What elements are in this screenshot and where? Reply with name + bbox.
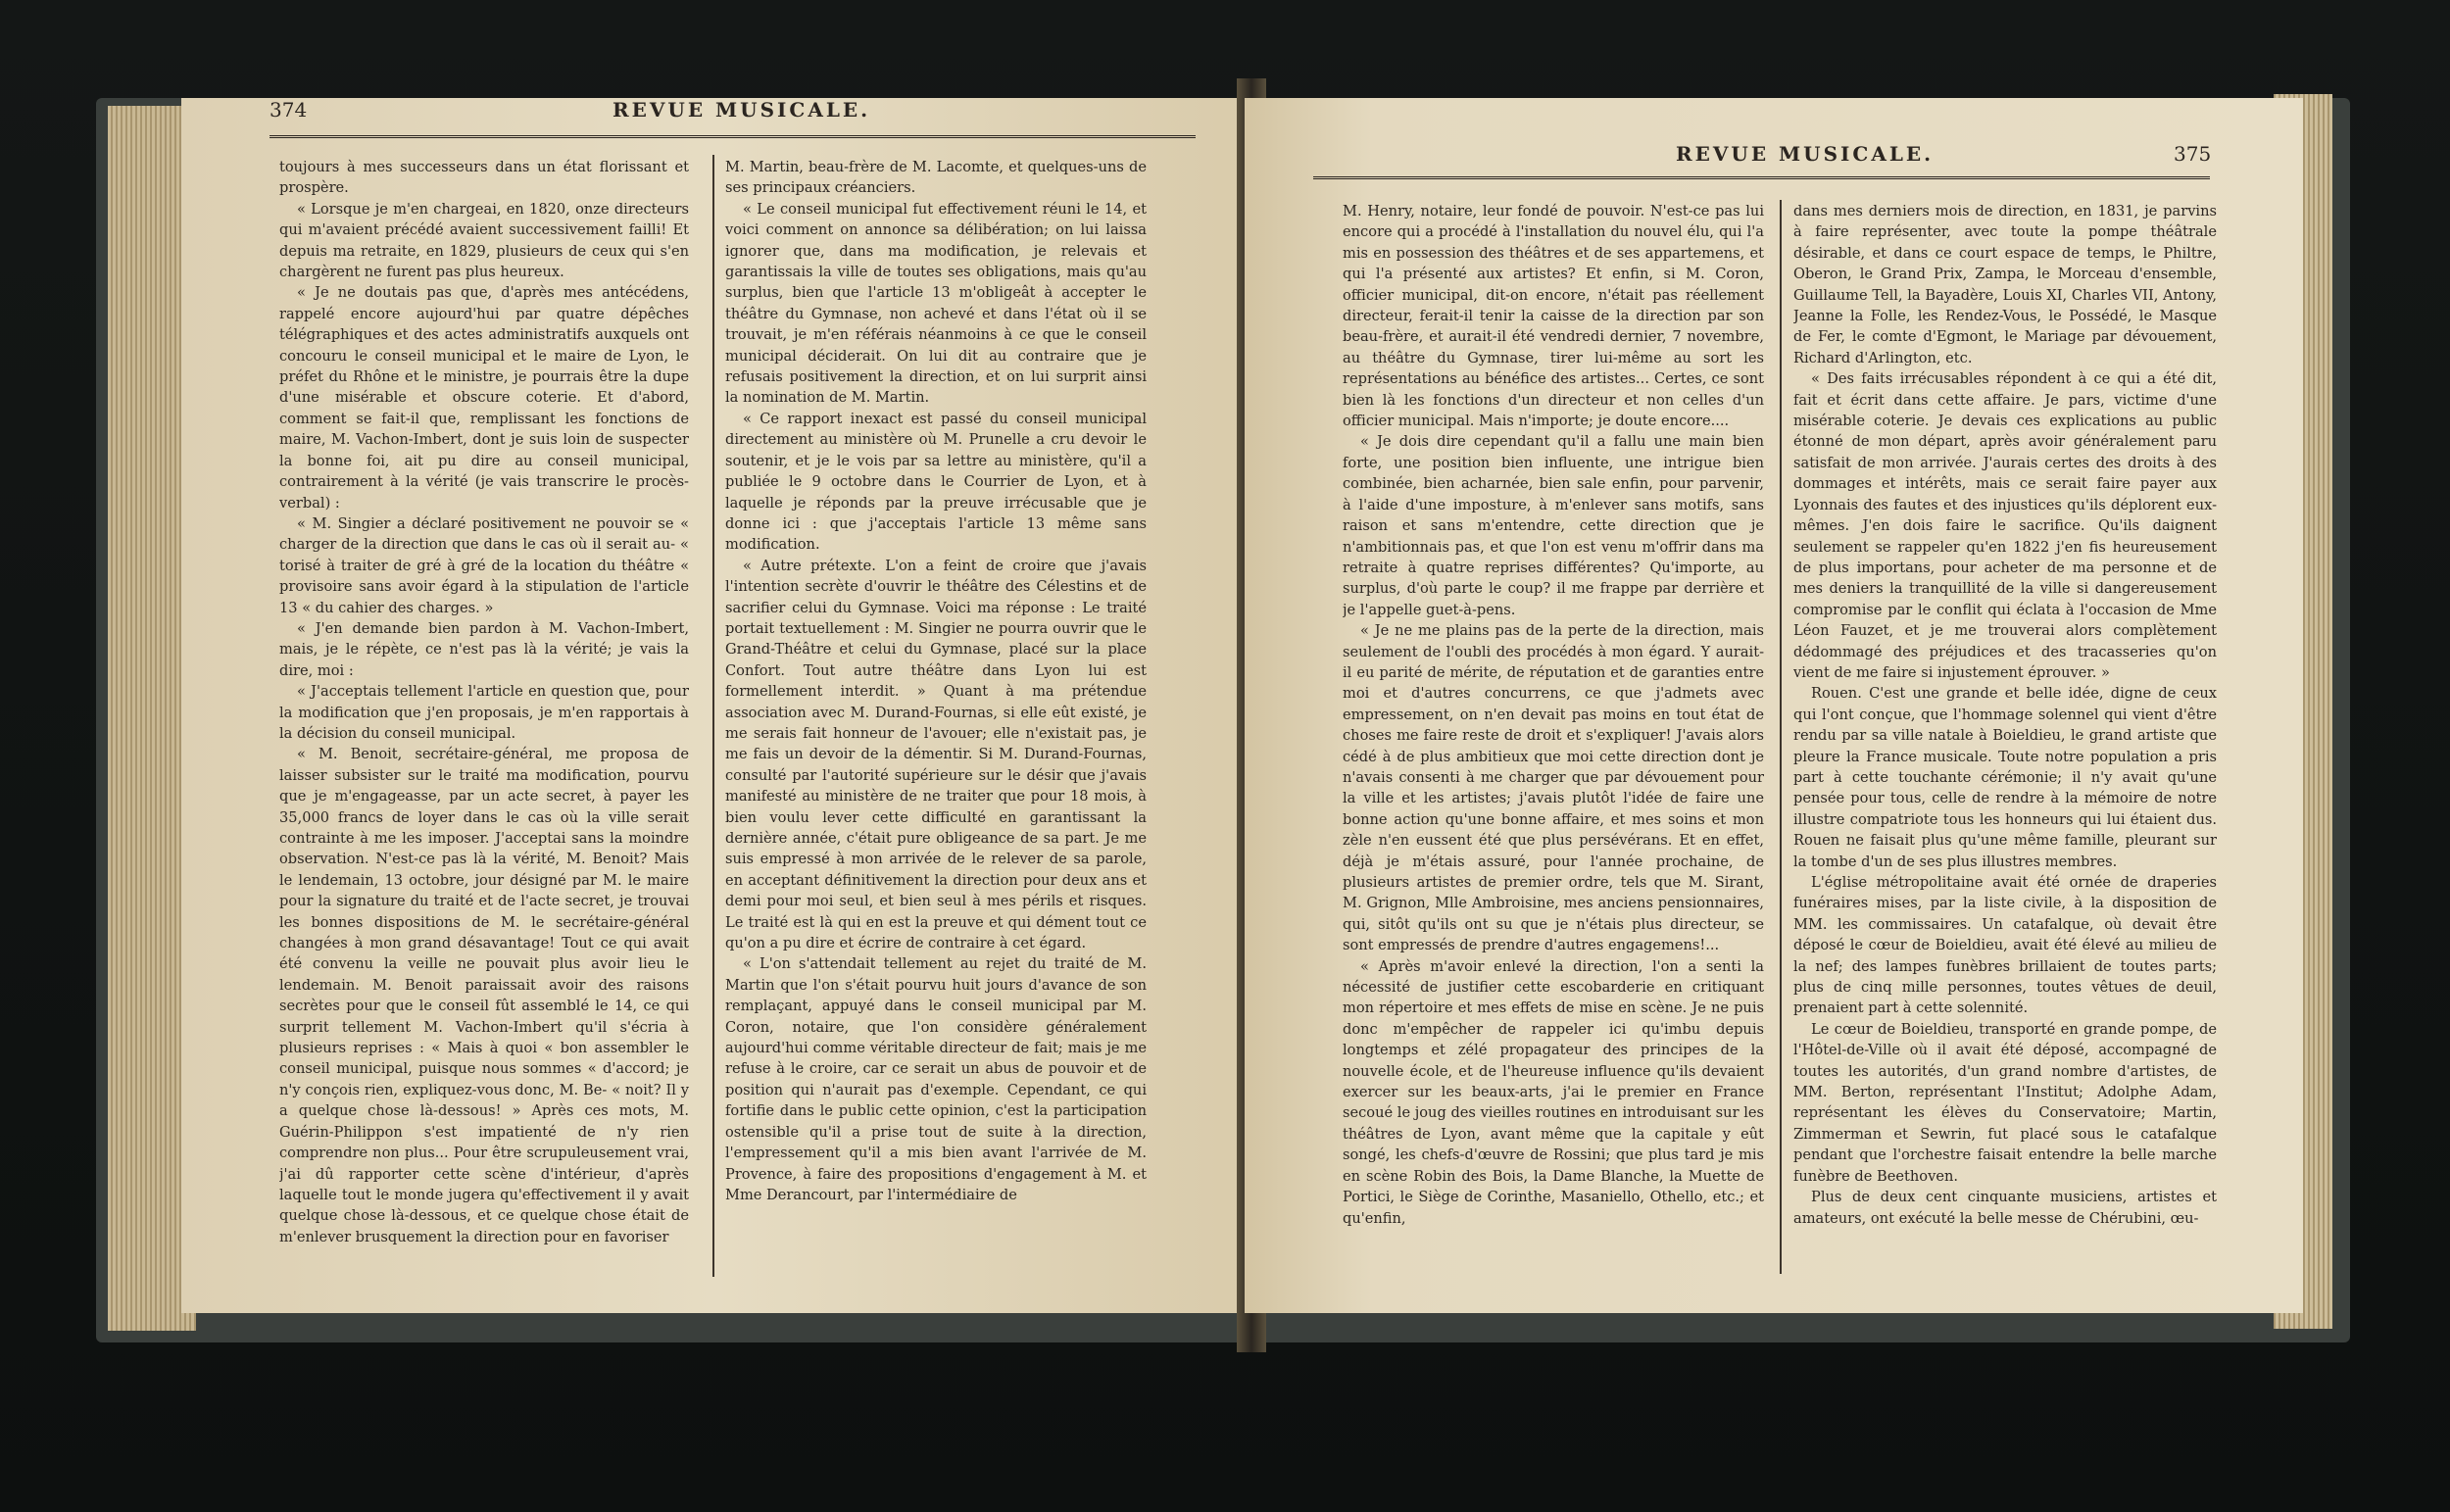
paragraph: Plus de deux cent cinquante musiciens, artistes et amateurs, ont exécuté la belle messe de Chérubini, œu- <box>1793 1189 2217 1227</box>
paragraph: « Après m'avoir enlevé la direction, l'on a senti la nécessité de justifier cette escobarderie en critiquant mon répertoire et mes effets de mise en scène. Je ne puis donc m'empêcher de rappeler ici qu'imbu depuis longtemps et zélé propagateur des principes de la nouvelle école, et de l'heureuse influence qu'ils devaient exercer sur les beaux-arts, j'ai le premier en France secoué le joug des vieilles routines en introduisant sur les théâtres de Lyon, avant même que la capitale y eût songé, les chefs-d'œuvre de Rossini; que plus tard je mis en scène Robin des Bois, la Dame Blanche, la Muette de Portici, le Siège de Corinthe, Masaniello, Othello, etc.; et qu'enfin, <box>1343 957 1764 1227</box>
paragraph: « J'acceptais tellement l'article en question que, pour la modification que j'en proposais, je m'en rapportais à la décision du conseil municipal. <box>279 683 689 742</box>
right-column-1 <box>1343 201 1764 1308</box>
paragraph: L'église métropolitaine avait été ornée de draperies funéraires mises, par la liste civile, à la disposition de MM. les commissaires. Un catafalque, où devait être déposé le cœur de Boieldieu, avait été élevé au milieu de la nef; des lampes funèbres brillaient de toutes parts; plus de cinq mille personnes, toutes vêtues de deuil, prenaient part à cette solennité. <box>1793 874 2217 1017</box>
paragraph: toujours à mes successeurs dans un état florissant et prospère. <box>279 159 689 197</box>
paragraph: « L'on s'attendait tellement au rejet du traité de M. Martin que l'on s'était pourvu huit jours d'avance de son remplaçant, appuyé dans le conseil municipal par M. Coron, notaire, que l'on considère généralement aujourd'hui comme véritable directeur de fait; mais je me refuse à le croire, car ce serait un abus de pouvoir et de position qui n'aurait pas d'exemple. Cependant, ce qui fortifie dans le public cette opinion, c'est la participation ostensible qu'il a prise tout de suite à la direction, l'empressement qu'il a mis bien avant l'arrivée de M. Provence, à faire des propositions d'engagement à M. et Mme Derancourt, par l'intermédiaire de <box>725 955 1147 1203</box>
paragraph: Le cœur de Boieldieu, transporté en grande pompe, de l'Hôtel-de-Ville où il avait été déposé, accompagné de toutes les autorités, d'un grand nombre d'artistes, de MM. Berton, représentant l'Institut; Adolphe Adam, représentant les élèves du Conservatoire; Martin, Zimmerman et Sewrin, fut placé sous le catafalque pendant que l'orchestre faisait entendre la belle marche funèbre de Beethoven. <box>1793 1020 2217 1185</box>
paragraph: M. Henry, notaire, leur fondé de pouvoir. N'est-ce pas lui encore qui a procédé à l'installation du nouvel élu, qui l'a mis en possession des théâtres et de ses appartemens, et qui l'a présenté aux artistes? Et enfin, si M. Coron, officier municipal, dit-on encore, n'était pas réellement directeur, ferait-il tenir la caisse de la direction par son beau-frère, et aurait-il été vendredi dernier, 7 novembre, au théâtre du Gymnase, tirer lui-même au sort les représentations au bénéfice des artistes... Certes, ce sont bien là les fonctions d'un directeur et non celles d'un officier municipal. Mais n'importe; je doute encore.... <box>1343 203 1764 430</box>
right-column-2 <box>1793 201 2217 1308</box>
paragraph: Rouen. C'est une grande et belle idée, digne de ceux qui l'ont conçue, que l'hommage solennel qui vient d'être rendu par sa ville natale à Boieldieu, le grand artiste que pleure la France musicale. Toute notre population a pris part à cette touchante cérémonie; il n'y avait qu'une pensée pour tous, celle de rendre à la mémoire de notre illustre compatriote tous les honneurs qui lui étaient dus. Rouen ne faisait plus qu'une même famille, pleurant sur la tombe d'un de ses plus illustres membres. <box>1793 685 2217 870</box>
paragraph: « Des faits irrécusables répondent à ce qui a été dit, fait et écrit dans cette affaire. Je pars, victime d'une misérable coterie. Je devais ces explications au public étonné de mon départ, après avoir généralement paru satisfait de mon arrivée. J'aurais certes des droits à des dommages et intérêts, mais ce serait faire payer aux Lyonnais des fautes et des injustices qu'ils déplorent eux-mêmes. J'en dois faire le sacrifice. Qu'ils daignent seulement se rappeler qu'en 1822 j'en fis heureusement de plus importans, pour acheter de ma personne et de mes deniers la tranquillité de la ville si dangereusement compromise par le conflit qui éclata à l'occasion de Mme Léon Fauzet, et je me trouverai alors complètement dédommagé des préjudices et des tracasseries qu'on vient de me faire si injustement éprouver. » <box>1793 370 2217 681</box>
paragraph: « Je ne me plains pas de la perte de la direction, mais seulement de l'oubli des procédés à mon égard. Y aurait-il eu parité de mérite, de réputation et de garanties entre moi et d'autres concurrens, ce que j'admets avec empressement, on n'en devait pas moins en tout état de choses me faire reste de droit et s'expliquer! J'avais alors cédé à de plus ambitieux que moi cette direction dont je n'avais consenti à me charger que par dévouement pour la ville et les artistes; j'avais plutôt l'idée de faire une bonne action qu'une bonne affaire, et mes soins et mon zèle n'en eussent été que plus persévérans. Et en effet, déjà je m'étais assuré, pour l'année prochaine, de plusieurs artistes de premier ordre, tels que M. Sirant, M. Grignon, Mlle Ambroisine, mes anciens pensionnaires, qui, sitôt qu'ils ont su que je n'étais plus directeur, se sont empressés de prendre d'autres engagemens!... <box>1343 622 1764 954</box>
page-number-left: 374 <box>270 98 308 122</box>
paragraph: « J'en demande bien pardon à M. Vachon-Imbert, mais, je le répète, ce n'est pas là la vérité; je vais la dire, moi : <box>279 619 689 679</box>
paragraph: « Le conseil municipal fut effectivement réuni le 14, et voici comment on annonce sa délibération; on lui laissa ignorer que, dans ma modification, je relevais et garantissais la ville de toutes ses obligations, mais qu'au surplus, bien que l'article 13 m'obligeât à accepter le théâtre du Gymnase, non achevé et dans l'état où il se trouvait, je m'en référais néanmoins à ce que le conseil municipal déciderait. On lui dit au contraire que je refusais positivement la direction, et on lui surprit ainsi la nomination de M. Martin. <box>725 200 1147 407</box>
column-divider-right <box>1780 200 1782 1274</box>
header-rule-right <box>1313 176 2210 179</box>
left-page <box>181 98 1251 1313</box>
left-column-2 <box>725 157 1147 1313</box>
paragraph: « Ce rapport inexact est passé du conseil municipal directement au ministère où M. Prunelle a cru devoir le soutenir, et je le vois par sa lettre au ministère, qu'il a publiée le 9 octobre dans le Courrier de Lyon, et à laquelle je réponds par la preuve irrécusable que je donne ici : que j'acceptais l'article 13 même sans modification. <box>725 410 1147 554</box>
header-rule-left <box>270 135 1196 138</box>
paragraph: « M. Benoit, secrétaire-général, me proposa de laisser subsister sur le traité ma modification, pourvu que je m'engageasse, par un acte secret, à payer les 35,000 francs de loyer dans le cas où la ville serait contrainte à me les imposer. J'acceptai sans la moindre observation. N'est-ce pas là la vérité, M. Benoit? Mais le lendemain, 13 octobre, jour désigné par M. le maire pour la signature du traité et de l'acte secret, je trouvai les bonnes dispositions de M. le secrétaire-général changées à mon grand désavantage! Tout ce qui avait été convenu la veille ne pouvait plus avoir lieu le lendemain. M. Benoit paraissait avoir des raisons secrètes pour que le conseil fût assemblé le 14, ce qui surprit tellement M. Vachon-Imbert qu'il s'écria à plusieurs reprises : « Mais à quoi « bon assembler le conseil municipal, puisque nous sommes « d'accord; je n'y conçois rien, expliquez-vous donc, M. Be- « noit? Il y a quelque chose là-dessous! » Après ces mots, M. Guérin-Philippon s'est impatienté de n'y rien comprendre non plus... Pour être scrupuleusement vrai, j'ai dû rapporter cette scène d'intérieur, d'après laquelle tout le monde jugera qu'effectivement il y avait quelque chose là-dessous, et ce quelque chose était de m'enlever brusquement la direction pour en favoriser <box>279 746 689 1245</box>
left-column-1 <box>279 157 689 1313</box>
running-head-right: REVUE MUSICALE. <box>1676 142 1935 166</box>
paragraph: « Autre prétexte. L'on a feint de croire que j'avais l'intention secrète d'ouvrir le théâtre des Célestins et de sacrifier celui du Gymnase. Voici ma réponse : Le traité portait textuellement : M. Singier ne pourra ouvrir que le Grand-Théâtre et celui du Gymnase, placé sur la place Confort. Tout autre théâtre dans Lyon lui est formellement interdit. » Quant à ma prétendue association avec M. Durand-Fournas, si elle eût existé, je me serais fait honneur de l'avouer; elle n'existait pas, je me fais un devoir de la démentir. Si M. Durand-Fournas, consulté par l'autorité supérieure sur le désir que j'avais manifesté au ministère de ne traiter que pour 18 mois, à bien voulu lever cette difficulté en garantissant la dernière année, c'était pure obligeance de sa part. Je me suis empressé à mon arrivée de le relever de sa parole, en acceptant définitivement la direction pour deux ans et demi pour moi seul, et bien seul à mes périls et risques. Le traité est là qui en est la preuve et qui dément tout ce qu'on a pu dire et écrire de contraire à cet égard. <box>725 557 1147 952</box>
running-head-left: REVUE MUSICALE. <box>612 98 871 122</box>
column-divider-left <box>712 155 714 1277</box>
paragraph: dans mes derniers mois de direction, en 1831, je parvins à faire représenter, avec toute la pompe théâtrale désirable, et dans ce court espace de temps, le Philtre, Oberon, le Grand Prix, Zampa, le Morceau d'ensemble, Guillaume Tell, la Bayadère, Louis XI, Charles VII, Antony, Jeanne la Folle, les Rendez-Vous, le Possédé, le Masque de Fer, le comte d'Egmont, le Mariage par dévouement, Richard d'Arlington, etc. <box>1793 203 2217 366</box>
paragraph: « Je dois dire cependant qu'il a fallu une main bien forte, une position bien influente, une intrigue bien combinée, bien acharnée, bien sale enfin, pour parvenir, à l'aide d'une imposture, à m'enlever sans motifs, sans raison et sans m'entendre, cette direction que je n'ambitionnais pas, et que l'on est venu m'offrir dans ma retraite à quatre reprises différentes? Qu'importe, au surplus, d'où parte le coup? il me frappe par derrière et je l'appelle guet-à-pens. <box>1343 433 1764 618</box>
right-page <box>1245 98 2303 1313</box>
paragraph: M. Martin, beau-frère de M. Lacomte, et quelques-uns de ses principaux créanciers. <box>725 159 1147 197</box>
page-number-right: 375 <box>2174 142 2212 166</box>
paragraph: « Lorsque je m'en chargeai, en 1820, onze directeurs qui m'avaient précédé avaient successivement failli! Et depuis ma retraite, en 1829, plusieurs de ceux qui s'en chargèrent ne furent pas plus heureux. <box>279 200 689 281</box>
paragraph: « M. Singier a déclaré positivement ne pouvoir se « charger de la direction que dans le cas où il serait au- « torisé à traiter de gré à gré de la location du théâtre « provisoire sans avoir égard à la stipulation de l'article 13 « du cahier des charges. » <box>279 514 689 616</box>
paragraph: « Je ne doutais pas que, d'après mes antécédens, rappelé encore aujourd'hui par quatre dépêches télégraphiques et des actes administratifs auxquels ont concouru le conseil municipal et le maire de Lyon, le préfet du Rhône et le ministre, je pourrais être la dupe d'une misérable et obscure coterie. Et d'abord, comment se fait-il que, remplissant les fonctions de maire, M. Vachon-Imbert, dont je suis loin de suspecter la bonne foi, ait pu dire au conseil municipal, contrairement à la vérité (je vais transcrire le procès-verbal) : <box>279 284 689 512</box>
